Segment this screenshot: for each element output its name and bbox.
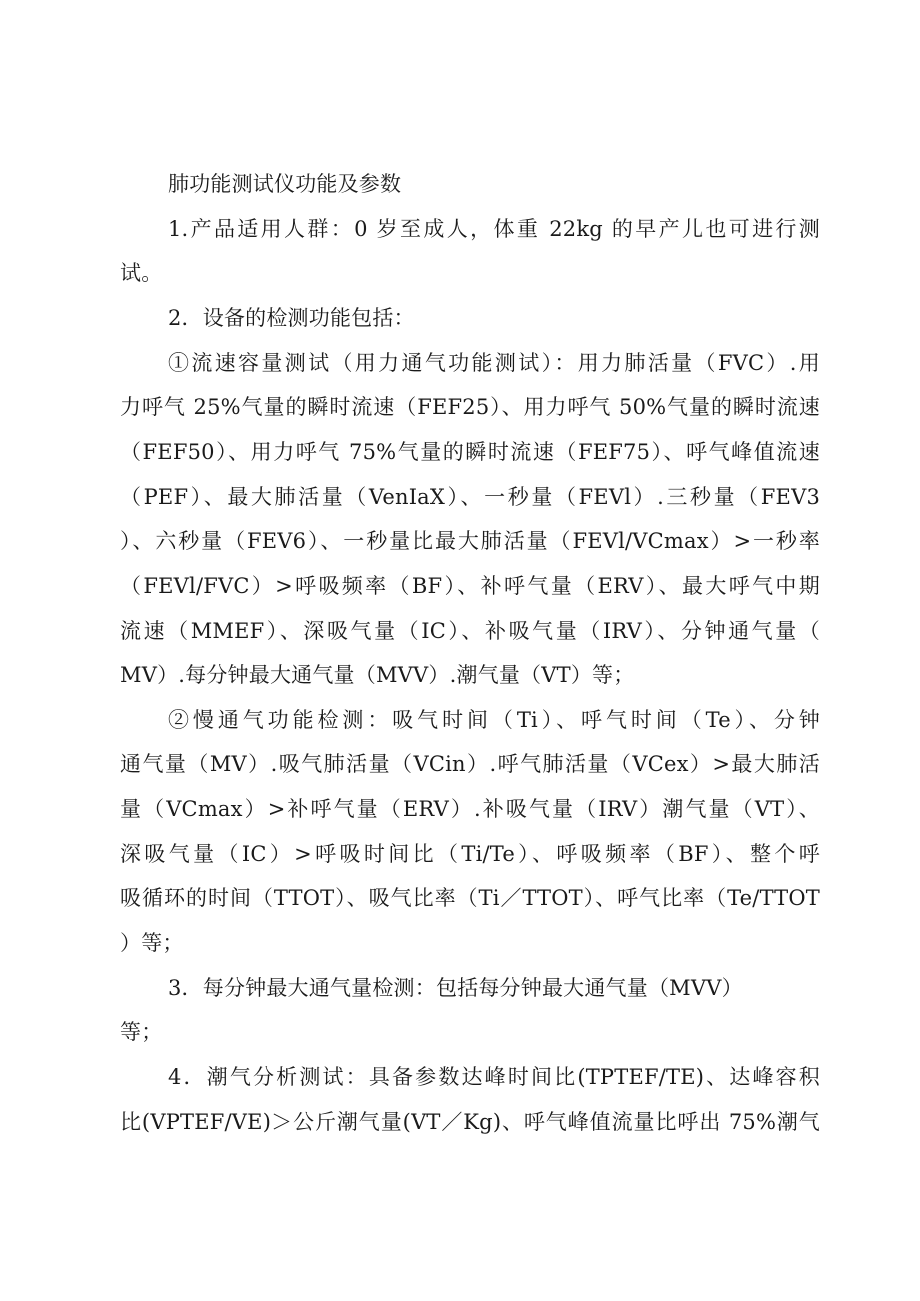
paragraph-line: ①流速容量测试（用力通气功能测试）：用力肺活量（FVC）.用 xyxy=(168,351,820,375)
document-title: 肺功能测试仪功能及参数 xyxy=(168,172,402,196)
paragraph-line: 1.产品适用人群：0 岁至成人，体重 22kg 的早产儿也可进行测 xyxy=(168,217,820,241)
paragraph-line: ）、六秒量（FEV6）、一秒量比最大肺活量（FEVl/VCmax）>一秒率 xyxy=(120,529,820,553)
paragraph-line: 吸循环的时间（TTOT）、吸气比率（Ti／TTOT）、呼气比率（Te/TTOT xyxy=(120,886,820,910)
paragraph-line: 等； xyxy=(120,1020,163,1044)
paragraph-line: ）等； xyxy=(120,931,184,955)
paragraph-line: 通气量（MV）.吸气肺活量（VCin）.呼气肺活量（VCex）>最大肺活 xyxy=(120,752,820,776)
paragraph-line: 比(VPTEF/VE)＞公斤潮气量(VT／Kg)、呼气峰值流量比呼出 75%潮气 xyxy=(120,1110,820,1134)
paragraph-line: 2．设备的检测功能包括： xyxy=(168,306,415,330)
paragraph-line: 深吸气量（IC）>呼吸时间比（Ti/Te）、呼吸频率（BF）、整个呼 xyxy=(120,842,820,866)
paragraph-line: 试。 xyxy=(120,261,163,285)
paragraph-line: 4．潮气分析测试：具备参数达峰时间比(TPTEF/TE)、达峰容积 xyxy=(168,1065,820,1089)
paragraph-line: ②慢通气功能检测：吸气时间（Ti）、呼气时间（Te）、分钟 xyxy=(168,708,820,732)
paragraph-line: （FEVl/FVC）>呼吸频率（BF）、补呼气量（ERV）、最大呼气中期 xyxy=(120,574,820,598)
paragraph-line: 量（VCmax）>补呼气量（ERV）.补吸气量（IRV）潮气量（VT）、 xyxy=(120,797,820,821)
paragraph-line: （PEF）、最大肺活量（VenIaX）、一秒量（FEVl）.三秒量（FEV3 xyxy=(120,485,820,509)
paragraph-line: 力呼气 25%气量的瞬时流速（FEF25）、用力呼气 50%气量的瞬时流速 xyxy=(120,395,820,419)
paragraph-line: MV）.每分钟最大通气量（MVV）.潮气量（VT）等； xyxy=(120,663,635,687)
paragraph-line: 流速（MMEF）、深吸气量（IC）、补吸气量（IRV）、分钟通气量（ xyxy=(120,619,820,643)
paragraph-line: （FEF50）、用力呼气 75%气量的瞬时流速（FEF75）、呼气峰值流速 xyxy=(120,440,820,464)
paragraph-line: 3．每分钟最大通气量检测：包括每分钟最大通气量（MVV） xyxy=(168,976,743,1000)
